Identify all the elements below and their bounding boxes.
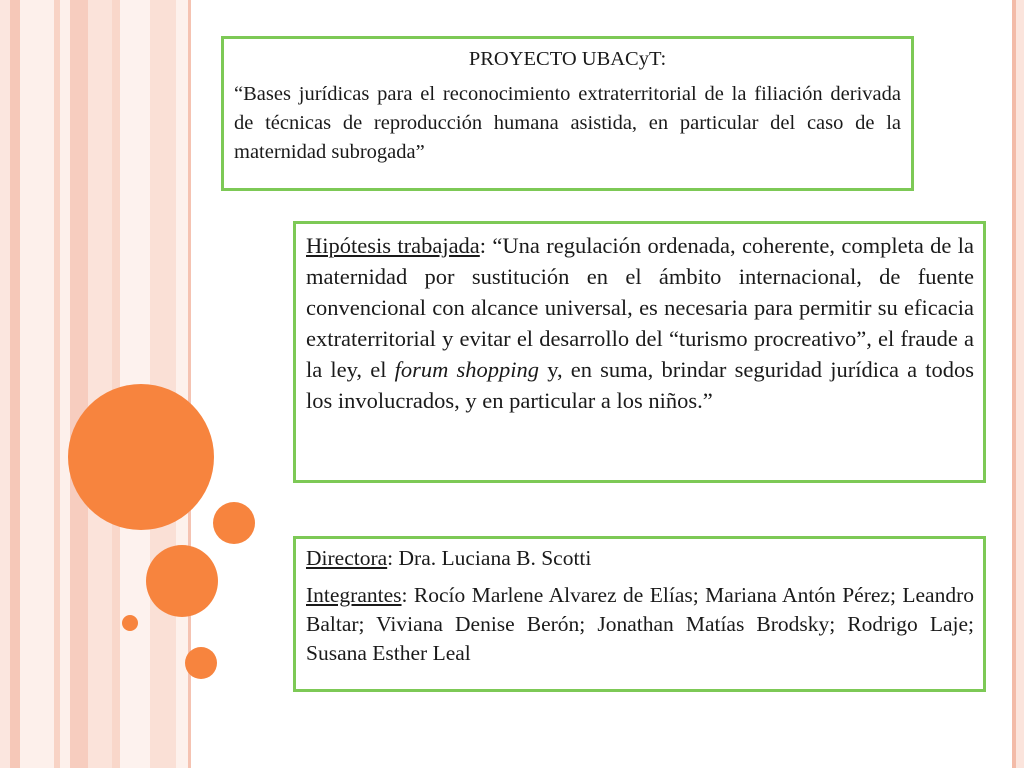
hypothesis-italic-term: forum shopping <box>394 357 540 382</box>
director-value: : Dra. Luciana B. Scotti <box>387 546 592 570</box>
left-decorative-stripes <box>0 0 195 768</box>
hypothesis-paragraph <box>306 230 974 416</box>
director-label: Directora <box>306 546 388 570</box>
project-box <box>221 36 914 191</box>
hypothesis-label: Hipótesis trabajada <box>306 233 480 258</box>
team-box <box>293 536 986 692</box>
director-line <box>306 544 974 573</box>
right-decorative-stripe <box>1008 0 1024 768</box>
members-line <box>306 581 974 668</box>
hypothesis-box <box>293 221 986 483</box>
hypothesis-text-after: y, en suma, brindar seguridad jurídica a todos los involucrados, y en particular a los niños.” <box>306 357 974 413</box>
members-value: : Rocío Marlene Alvarez de Elías; Mariana Antón Pérez; Leandro Baltar; Viviana Denise Berón; Jonathan Matías Brodsky; Rodrigo Laje; Susana Esther Leal <box>306 583 974 665</box>
decorative-circle-large <box>68 384 214 530</box>
decorative-circle-tiny <box>122 615 138 631</box>
project-title: PROYECTO UBACyT: <box>468 48 667 70</box>
decorative-circle-small <box>213 502 255 544</box>
decorative-circle-medium <box>146 545 218 617</box>
decorative-circle-small-bottom <box>185 647 217 679</box>
project-quote: “Bases jurídicas para el reconocimiento extraterritorial de la filiación derivada de técnicas de reproducción humana asistida, en particular del caso de la maternidad subrogada” <box>234 83 901 163</box>
hypothesis-text-before: : “Una regulación ordenada, coherente, completa de la maternidad por sustitución en el ámbito internacional, de fuente convencional con alcance universal, es necesaria para permitir su eficacia extraterritorial y evitar el desarrollo del “turismo procreativo”, el fraude a la ley, el <box>306 233 974 382</box>
members-label: Integrantes <box>306 583 402 607</box>
